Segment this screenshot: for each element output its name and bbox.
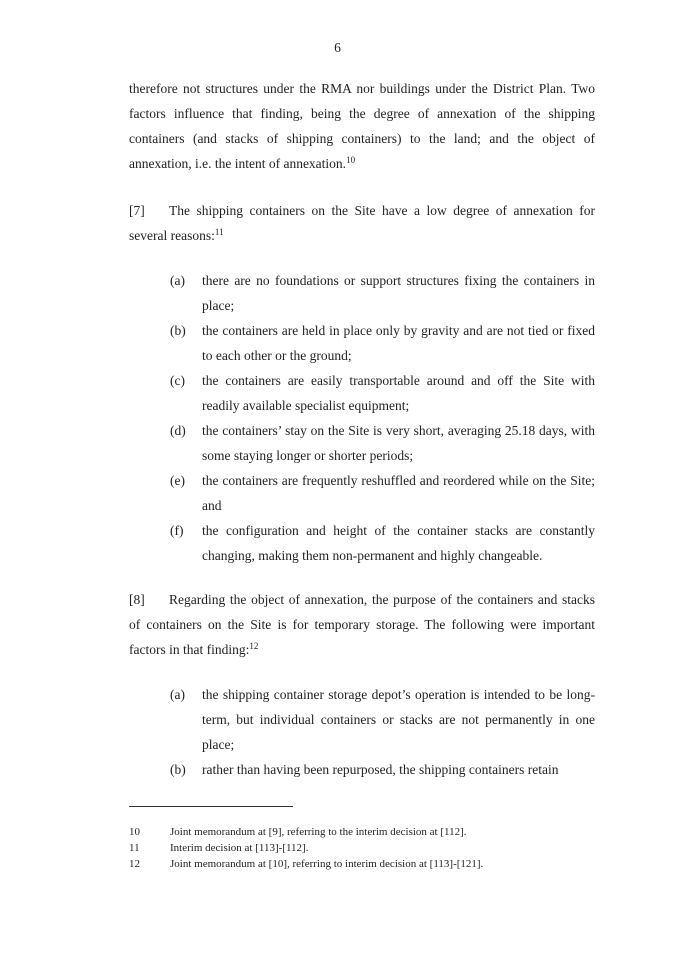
list-letter: (b): [170, 323, 186, 338]
list-item-text: the containers are frequently reshuffled and reordered while on the Site; and: [202, 473, 595, 513]
paragraph-number: [7]: [129, 203, 145, 218]
list-item-text: there are no foundations or support structures fixing the containers in place;: [202, 273, 595, 313]
list-letter: (f): [170, 523, 184, 538]
list-letter: (c): [170, 373, 185, 388]
list-letter: (d): [170, 423, 186, 438]
list-item: [129, 318, 595, 368]
footnote-number: 10: [129, 826, 140, 838]
footnote-text: Interim decision at [113]-[112].: [170, 842, 309, 854]
list-item: [129, 468, 595, 518]
list-item: [129, 418, 595, 468]
paragraph-8-list: [129, 682, 595, 782]
list-letter: (b): [170, 762, 186, 777]
intro-text: therefore not structures under the RMA nor buildings under the District Plan. Two factors influence that finding, being the degree of annexation of the shipping containers (and stacks of shipping containers) to the land; and the object of annexation, i.e. the intent of annexation.: [129, 81, 595, 171]
paragraph-8: [129, 587, 595, 662]
page-number: 6: [334, 40, 341, 55]
footnote-text: Joint memorandum at [10], referring to interim decision at [113]-[121].: [170, 858, 484, 870]
list-letter: (a): [170, 273, 185, 288]
paragraph-7-list: [129, 268, 595, 568]
paragraph-7-text: The shipping containers on the Site have a low degree of annexation for several reasons:: [129, 203, 595, 243]
list-item: [129, 368, 595, 418]
list-item-text: the containers’ stay on the Site is very short, averaging 25.18 days, with some staying longer or shorter periods;: [202, 423, 595, 463]
paragraph-8-text: Regarding the object of annexation, the purpose of the containers and stacks of containers on the Site is for temporary storage. The following were important factors in that finding:: [129, 592, 595, 657]
list-letter: (e): [170, 473, 185, 488]
paragraph-number: [8]: [129, 592, 145, 607]
list-item-text: rather than having been repurposed, the shipping containers retain: [202, 762, 559, 777]
intro-paragraph: [129, 76, 595, 176]
footnote-ref-10: 10: [346, 155, 356, 165]
footnote-number: 12: [129, 858, 140, 870]
list-item-text: the containers are easily transportable around and off the Site with readily available specialist equipment;: [202, 373, 595, 413]
footnote-ref-12: 12: [249, 641, 259, 651]
footnote-separator: [129, 806, 293, 807]
list-item: [129, 682, 595, 757]
list-item-text: the configuration and height of the container stacks are constantly changing, making them non-permanent and highly changeable.: [202, 523, 595, 563]
footnote-text: Joint memorandum at [9], referring to the interim decision at [112].: [170, 826, 467, 838]
footnote-number: 11: [129, 842, 140, 854]
paragraph-7: [129, 198, 595, 248]
list-letter: (a): [170, 687, 185, 702]
list-item-text: the containers are held in place only by gravity and are not tied or fixed to each other or the ground;: [202, 323, 595, 363]
list-item: [129, 518, 595, 568]
list-item: [129, 268, 595, 318]
list-item: [129, 757, 595, 782]
list-item-text: the shipping container storage depot’s operation is intended to be long-term, but individual containers or stacks are not permanently in one place;: [202, 687, 595, 752]
footnote-ref-11: 11: [214, 227, 224, 237]
